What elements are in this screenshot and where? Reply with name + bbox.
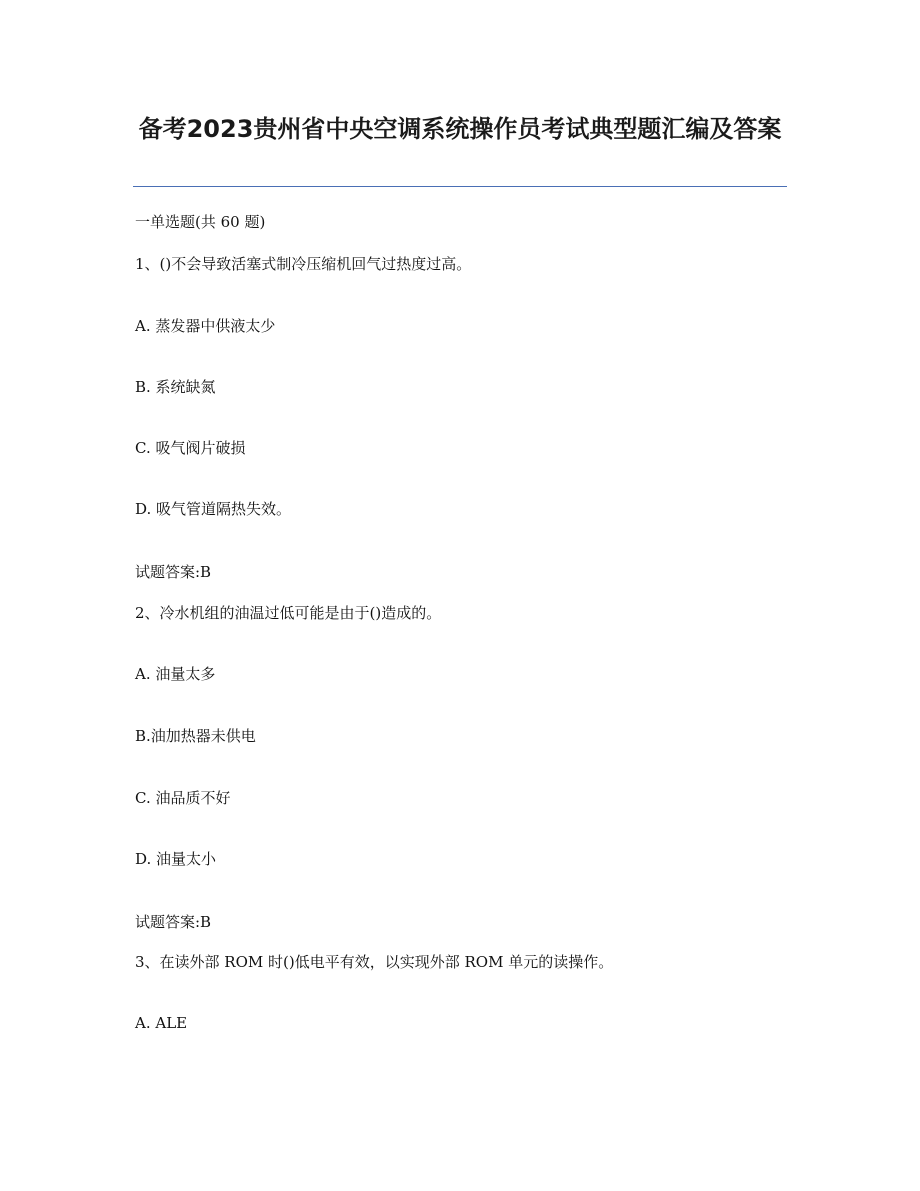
question-1-option-c: C. 吸气阀片破损 <box>135 439 246 457</box>
question-2-option-b: B.油加热器未供电 <box>135 727 256 745</box>
question-3-option-a: A. ALE <box>135 1014 188 1032</box>
question-1-option-b: B. 系统缺氮 <box>135 378 216 396</box>
document-title: 备考2023贵州省中央空调系统操作员考试典型题汇编及答案 <box>138 115 782 143</box>
question-3-text: 3、在读外部 ROM 时()低电平有效，以实现外部 ROM 单元的读操作。 <box>135 953 614 971</box>
question-2-option-c: C. 油品质不好 <box>135 789 231 807</box>
question-1-text: 1、()不会导致活塞式制冷压缩机回气过热度过高。 <box>135 255 472 273</box>
section-heading: 一单选题(共 60 题) <box>135 213 266 231</box>
question-1-answer: 试题答案:B <box>135 563 212 581</box>
question-2-option-a: A. 油量太多 <box>135 665 216 683</box>
question-2-option-d: D. 油量太小 <box>135 850 217 868</box>
title-divider <box>133 186 787 187</box>
question-1-option-d: D. 吸气管道隔热失效。 <box>135 500 292 518</box>
question-1-option-a: A. 蒸发器中供液太少 <box>135 317 276 335</box>
question-2-answer: 试题答案:B <box>135 913 212 931</box>
question-2-text: 2、冷水机组的油温过低可能是由于()造成的。 <box>135 604 442 622</box>
